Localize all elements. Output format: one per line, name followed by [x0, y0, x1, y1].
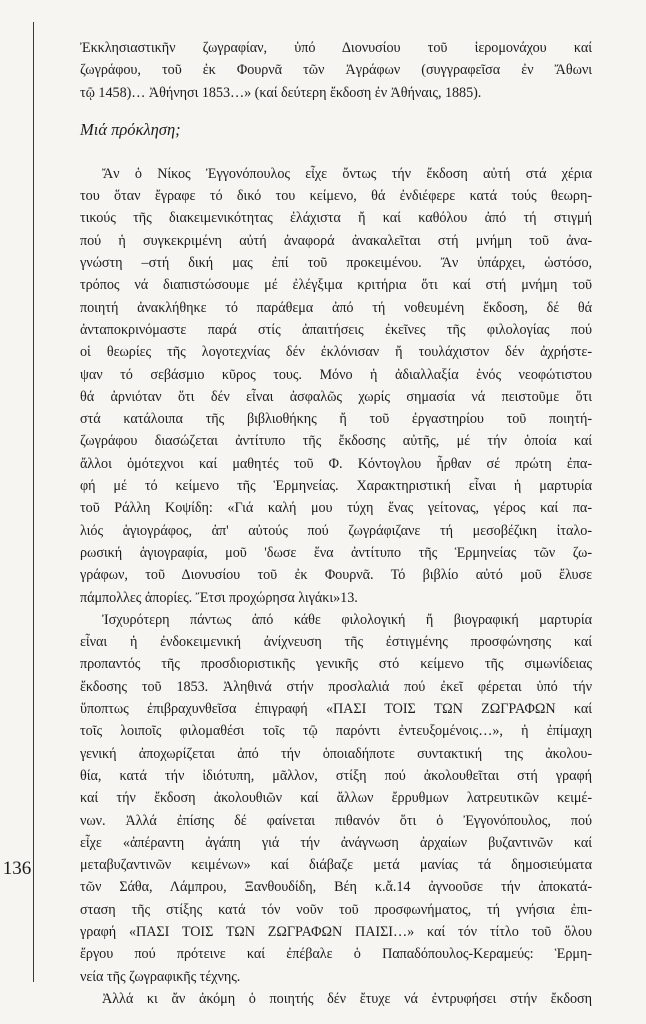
text-line: καί τήν ἔκδοση ἀκολουθιῶν καί ἄλλων ἔρρυθμων λατρευτικῶν κειμέ- [80, 790, 592, 807]
text-line: φή μέ τό κείμενο τῆς Ἑρμηνείας. Χαρακτηριστική εἶναι ἡ μαρτυρία [80, 478, 592, 495]
paragraph-1 [80, 163, 592, 609]
text-line: οἱ θεωρίες τῆς λογοτεχνίας δέν ἐκλόνισαν ἤ τουλάχιστον δέν ἀχρήστε- [80, 344, 592, 361]
margin-rule [33, 22, 34, 982]
text-line: σταση τῆς στίξης κατά τόν νοῦν τοῦ προσφωνήματος, τή γνήσια ἐπι- [80, 901, 592, 918]
text-line: ποιητή ἀνακλήθηκε τό παράθεμα ἀπό τή νοθευμένη ἔκδοση, δέ θά [80, 299, 592, 316]
text-line: Ἀλλά κι ἄν ἀκόμη ὁ ποιητής δέν ἔτυχε νά ἐντρυφήσει στήν ἔκδοση [102, 990, 592, 1007]
text-line: ἔκδοσης τοῦ 1853. Ἀληθινά στήν προσλαλιά πού ἐκεῖ φέρεται ὑπό τήν [80, 678, 592, 695]
text-line: γράφων, τοῦ Διονυσίου τοῦ ἐκ Φουρνᾶ. Τό βιβλίο αὐτό μοῦ ἔλυσε [80, 567, 592, 584]
text-line: ὕποπτως ἐπιβραχυνθεῖσα ἐπιγραφή «ΠΑΣΙ ΤΟΙΣ ΤΩΝ ΖΩΓΡΑΦΩΝ καί [80, 701, 592, 718]
intro-paragraph [80, 37, 592, 104]
text-line: ψαν τό σεβάσμιο κῦρος τους. Μόνο ἡ ἀδιαλλαξία ἑνός νεοφώτιστου [80, 366, 592, 383]
text-column [80, 37, 592, 1010]
text-line: στά κατάλοιπα τῆς βιβλιοθήκης ἤ τοῦ ἐργαστηρίου τοῦ ποιητή- [80, 411, 592, 428]
text-line: γνώστη –στή δική μας ἐπί τοῦ προκειμένου. Ἄν ὑπάρχει, ὡστόσο, [80, 255, 592, 272]
text-line: νων. Ἀλλά ἐπίσης δέ φαίνεται πιθανόν ὅτι ὁ Ἐγγονόπουλος, πού [80, 812, 592, 829]
text-line: τῷ 1458)… Ἀθήνησι 1853…» (καί δεύτερη ἔκδοση ἐν Ἀθήναις, 1885). [80, 84, 482, 101]
paragraph-3 [80, 988, 592, 1010]
section-heading: Μιά πρόκληση; [80, 119, 181, 139]
text-line: τῶν Σάθα, Λάμπρου, Ξανθουδίδη, Βέη κ.ἄ.14 ἀγνοοῦσε τήν ἀποκατά- [80, 879, 592, 896]
text-line: προπαντός τῆς προσδιοριστικῆς γενικῆς στό κείμενο τῆς σιμωνίδειας [80, 656, 592, 673]
text-line: Ἄν ὁ Νίκος Ἐγγονόπουλος εἶχε ὄντως τήν ἔκδοση αὐτή στά χέρια [102, 165, 592, 182]
text-line: εἶχε «ἀπέραντη ἀγάπη γιά τήν ἀνάγνωση ἀρχαίων βυζαντινῶν καί [80, 834, 592, 851]
text-line: ἄλλοι ὁμότεχνοι καί μαθητές τοῦ Φ. Κόντογλου ἦρθαν σέ πρώτη ἐπα- [80, 455, 592, 472]
text-line: νεία τῆς ζωγραφικῆς τέχνης. [80, 968, 241, 985]
text-line: του ὅταν ἔγραφε τό δικό του κείμενο, θά ἐνδιέφερε κατά τούς θεωρη- [80, 188, 592, 205]
text-line: θία, κατά τήν ἰδιότυπη, μᾶλλον, στίξη πού ἀκολουθεῖται στή γραφή [80, 767, 592, 784]
text-line: πάμπολλες ἀπορίες. Ἔτσι προχώρησα λιγάκι»13. [80, 589, 358, 606]
text-line: λιός ἁγιογράφος, ἀπ' αὐτούς πού ζωγράφιζανε τή μεσοβέζικη ἰταλο- [80, 522, 592, 539]
text-line: Ἰσχυρότερη πάντως ἀπό κάθε φιλολογική ἤ βιογραφική μαρτυρία [102, 611, 592, 628]
text-line: ἔργου πού πρότεινε καί ἐπέβαλε ὁ Παπαδόπουλος-Κεραμεύς: Ἑρμη- [80, 946, 592, 963]
text-line: ρωσική ἁγιογραφία, μοῦ 'δωσε ἕνα ἀντίτυπο τῆς Ἑρμηνείας τῶν ζω- [80, 544, 592, 561]
text-line: μεταβυζαντινῶν κειμένων» καί διάβαζε μετά μανίας τά δημοσιεύματα [80, 857, 592, 874]
text-line: ζωγράφου, τοῦ ἐκ Φουρνᾶ τῶν Ἀγράφων (συγγραφεῖσα ἐν Ἄθωνι [80, 62, 592, 79]
text-line: τοῦ Ράλλη Κοψίδη: «Γιά καλή μου τύχη ἕνας γείτονας, γέρος καί πα- [80, 500, 592, 517]
text-line: ἀνταποκρινόμαστε παρά στίς ἀπαιτήσεις ἐκεῖνες τῆς φιλολογίας πού [80, 321, 592, 338]
page-number: 136 [2, 858, 32, 879]
text-line: ζωγράφου διασώζεται ἀντίτυπο τῆς ἔκδοσης αὐτῆς, μέ τήν ὁποία καί [80, 433, 592, 450]
text-line: τρόπος νά διαπιστώσουμε μέ ἐλέγξιμα κριτήρια ὅτι καί στή μνήμη τοῦ [80, 277, 592, 294]
text-line: τικούς τῆς διακειμενικότητας ἐλάχιστα ἤ καί καθόλου ἀπό τή στιγμή [80, 210, 592, 227]
text-line: γενική ἀποχωρίζεται ἀπό τήν ὁποιαδήποτε συντακτική της ἀκολου- [80, 745, 592, 762]
text-line: θά ἀρνιόταν ὅτι δέν εἶναι ἀσφαλῶς χωρίς σημασία νά πειστοῦμε ὅτι [80, 388, 592, 405]
paragraph-2 [80, 609, 592, 988]
text-line: γραφή «ΠΑΣΙ ΤΟΙΣ ΤΩΝ ΖΩΓΡΑΦΩΝ ΠΑΙΣΙ…» καί τόν τίτλο τοῦ ὅλου [80, 923, 592, 940]
text-line: τοῖς λοιποῖς φιλομαθέσι τοῖς τῷ παρόντι ἐντευξομένοις…», ἡ ἐπίμαχη [80, 723, 592, 740]
text-line: Ἐκκλησιαστικῆν ζωγραφίαν, ὑπό Διονυσίου τοῦ ἱερομονάχου καί [80, 40, 592, 56]
text-line: πού ἡ συγκεκριμένη αὐτή ἀναφορά ἀνακαλεῖται στή μνήμη τοῦ ἀνα- [80, 232, 592, 249]
text-line: εἶναι ἡ ἐνδοκειμενική ἀνίχνευση τῆς ἐστιγμένης προσφώνησης καί [80, 634, 592, 651]
